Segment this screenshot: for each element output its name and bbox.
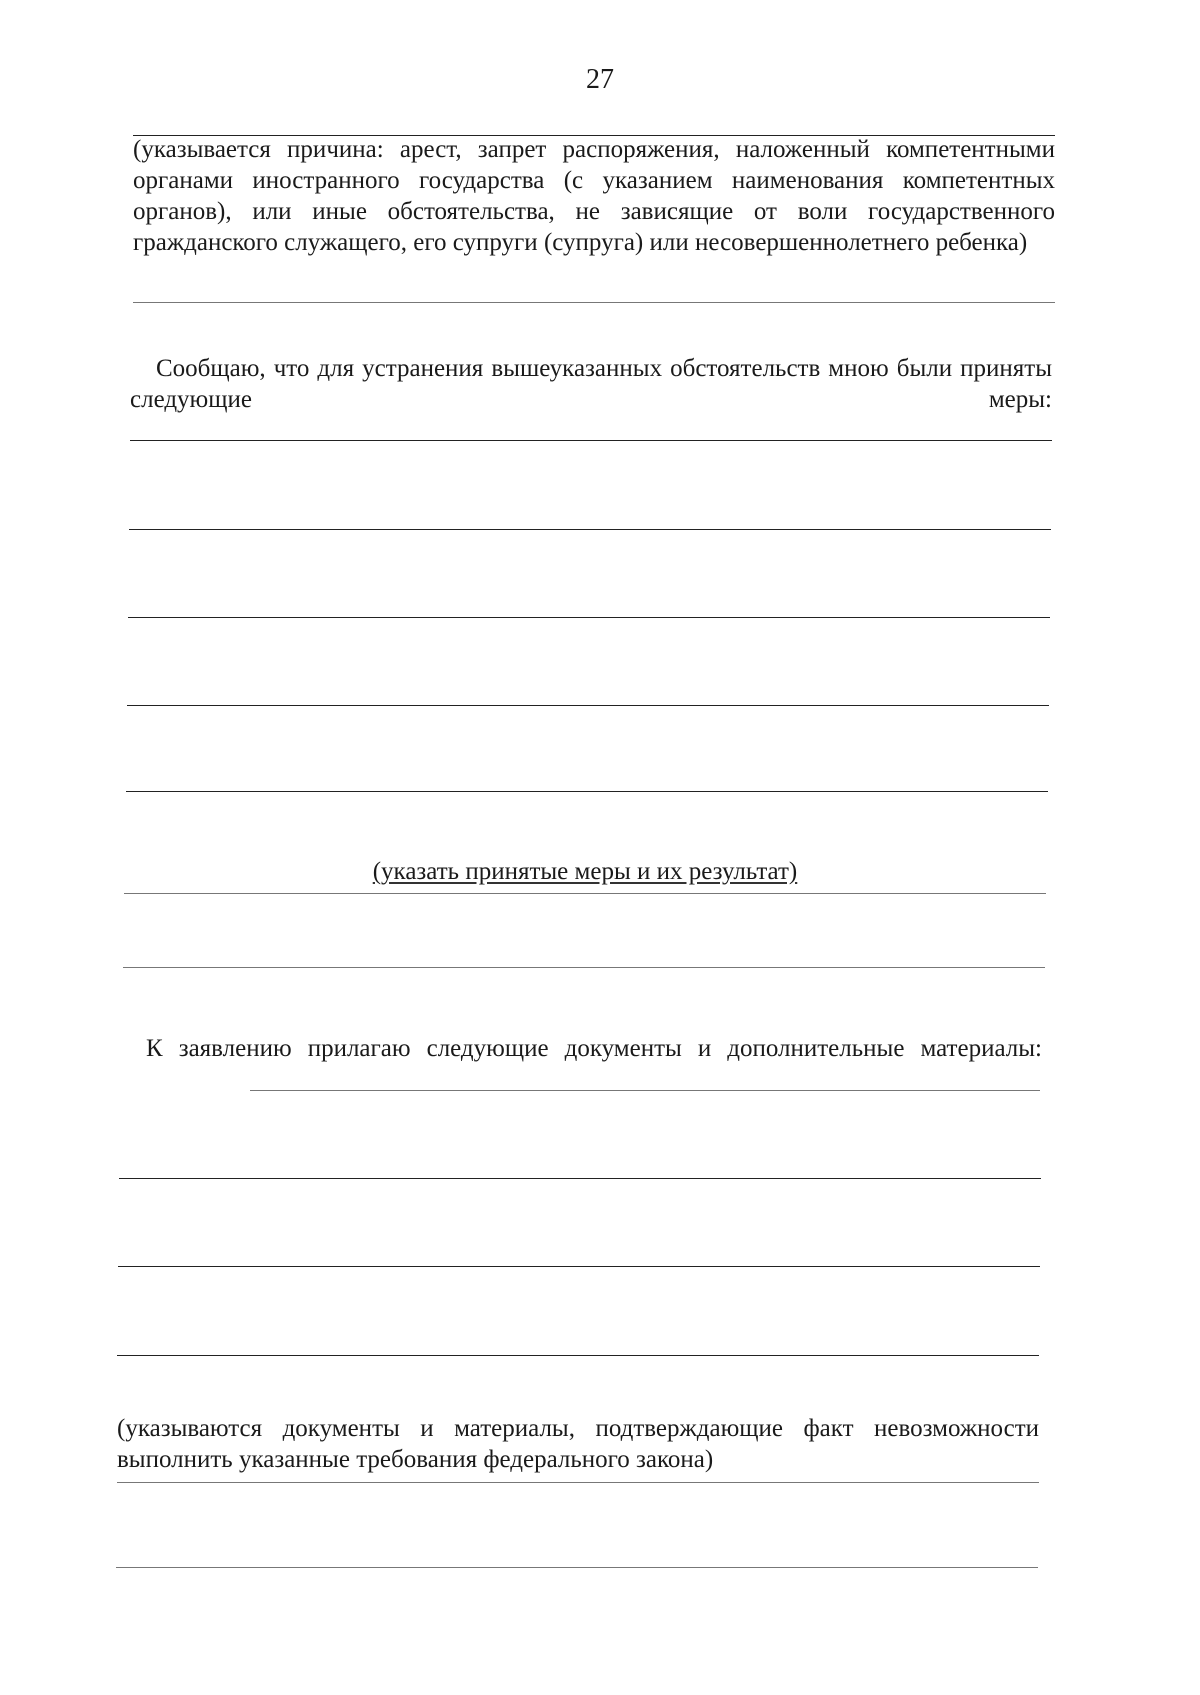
measures-text: Сообщаю, что для устранения вышеуказанных обстоятельств мною были приняты следующие меры: bbox=[130, 355, 1052, 413]
attachments-caption-line bbox=[117, 1482, 1039, 1483]
measures-caption-line bbox=[124, 893, 1046, 894]
attachments-fill-line bbox=[250, 1090, 1040, 1091]
reason-note: (указывается причина: арест, запрет распоряжения, наложенный компетентными органами иностранного государства (с указанием наименования компетентных органов), или иные обстоятельства, не зависящие от воли государственного гражданского служащего, его супруги (супруга) или несовершеннолетнего ребенка) bbox=[133, 136, 1055, 256]
measures-extra-line bbox=[123, 967, 1045, 968]
fill-line-after-reason bbox=[133, 302, 1055, 303]
measures-fill-line bbox=[126, 791, 1048, 792]
measures-caption: (указать принятые меры и их результат) bbox=[372, 858, 798, 885]
measures-fill-line bbox=[129, 529, 1051, 530]
measures-fill-line bbox=[130, 440, 1052, 441]
attachments-caption: (указываются документы и материалы, подтверждающие факт невозможности выполнить указанные требования федерального закона) bbox=[117, 1415, 1039, 1473]
attachments-fill-line bbox=[119, 1178, 1041, 1179]
attachments-extra-line bbox=[116, 1567, 1038, 1568]
attachments-fill-line bbox=[118, 1266, 1040, 1267]
measures-fill-line bbox=[127, 705, 1049, 706]
measures-fill-line bbox=[128, 617, 1050, 618]
attachments-text: К заявлению прилагаю следующие документы и дополнительные материалы: bbox=[146, 1035, 1042, 1062]
page-number: 27 bbox=[586, 64, 614, 95]
attachments-fill-line bbox=[117, 1355, 1039, 1356]
measures-caption-wrap bbox=[124, 858, 1046, 886]
